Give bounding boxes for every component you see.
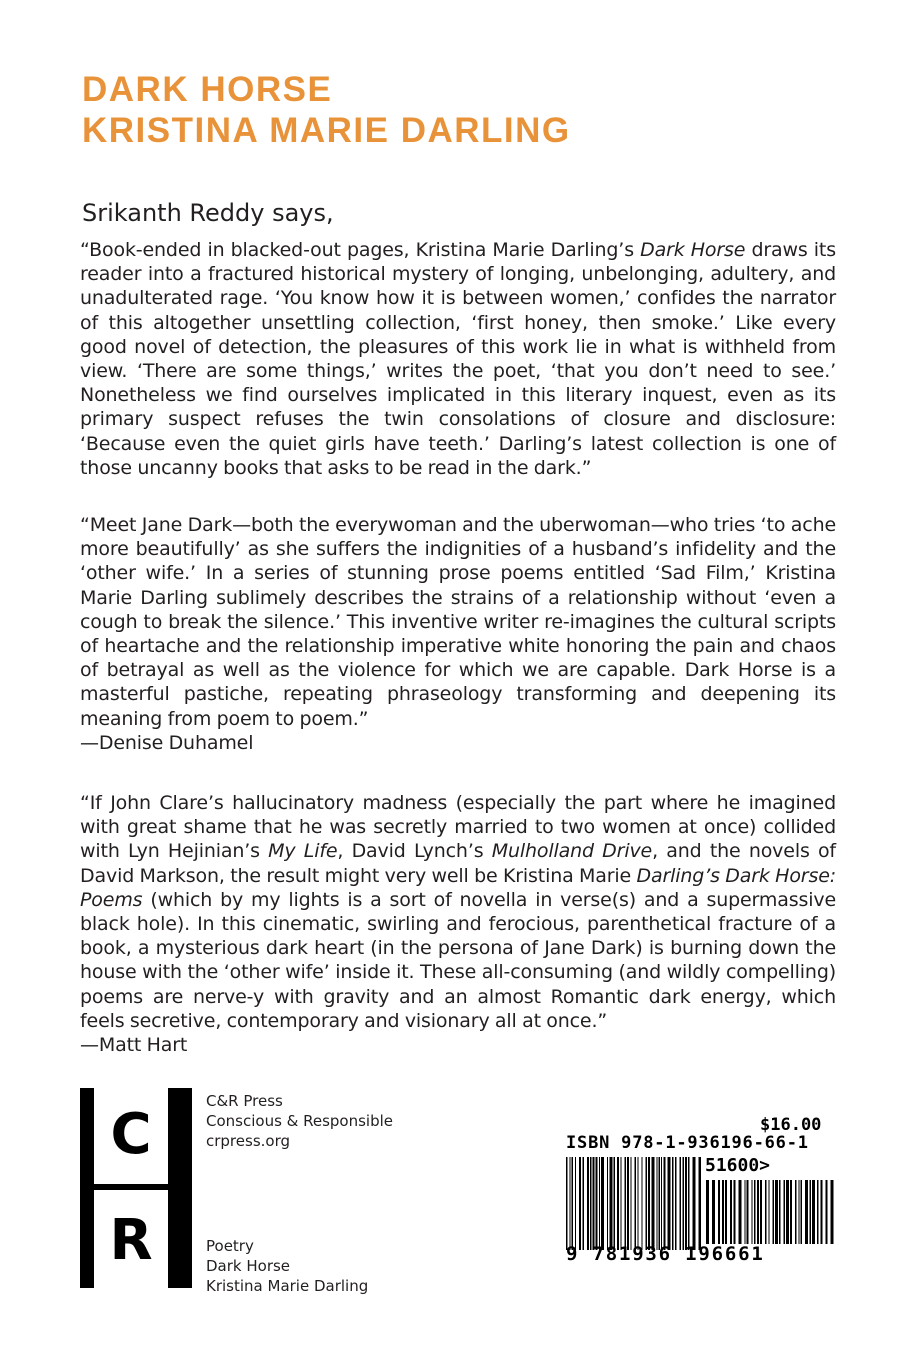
barcode-bar <box>760 1180 762 1244</box>
barcode-bar <box>583 1157 585 1250</box>
barcode-number: 9 781936 196661 <box>566 1243 765 1265</box>
book-genre: Poetry <box>206 1237 254 1255</box>
blurb-text: “Book-ended in blacked-out pages, Kristina Marie Darling’s <box>80 239 641 261</box>
logo-box-bottom <box>94 1190 168 1288</box>
barcode-bar <box>668 1157 671 1250</box>
barcode-bar <box>725 1180 727 1244</box>
barcode-bar <box>575 1157 576 1250</box>
blurb-text: draws its reader into a fractured historical mystery of longing, unbelonging, adultery, and unadulterated rage. ‘You know how it is between women,’ confides the narrator of this altogether unsettling collection, ‘first honey, then smoke.’ Like every good novel of detection, the pleasures of this work lie in what is withheld from view. ‘There are some things,’ writes the poet, ‘that you don’t need to see.’ Nonetheless we find ourselves implicated in this literary inquest, even as its primary suspect refuses the twin consolations of closure and disclosure: ‘Because even the quiet girls have teeth.’ Darling’s latest collection is one of those uncanny books that asks to be read in the dark.” <box>80 239 836 479</box>
publisher-name: C&R Press <box>206 1092 283 1110</box>
barcode-bar <box>779 1180 781 1244</box>
barcode-bar <box>627 1157 629 1250</box>
blurb-text: “If John Clare’s hallucinatory madness (especially the part where he imagined with great shame that he was secretly married to two women at once) collided with Lyn Hejinian’s <box>80 792 836 863</box>
barcode-bar <box>593 1157 595 1250</box>
barcode-bar <box>625 1157 627 1250</box>
barcode-bar <box>672 1157 674 1250</box>
barcode-bar <box>790 1180 792 1244</box>
blurb-text: , and the novels of David Markson, the result might very well be Kristina Marie <box>80 840 836 887</box>
barcode-bar <box>617 1157 619 1250</box>
barcode-bar <box>765 1180 767 1244</box>
isbn-barcode <box>566 1157 701 1250</box>
barcode-bar <box>610 1157 613 1250</box>
barcode-bar <box>664 1157 666 1250</box>
blurb-italic-title: Darling’s Dark Horse: Poems <box>80 864 836 911</box>
barcode-bar <box>754 1180 756 1244</box>
book-info <box>206 1236 368 1296</box>
price-label: $16.00 <box>760 1115 822 1135</box>
barcode-bar <box>646 1157 648 1250</box>
blurb-attribution: —Matt Hart <box>80 1034 188 1057</box>
barcode-bar <box>831 1180 834 1244</box>
barcode-bar <box>635 1157 637 1250</box>
barcode-bar <box>642 1157 643 1250</box>
barcode-bar <box>799 1180 800 1244</box>
blurb-text: “Meet Jane Dark—both the everywoman and the uberwoman—who tries ‘to ache more beautifully’ as she suffers the indignities of a husband’s infidelity and the ‘other wife.’ In a series of stunning prose poems entitled ‘Sad Film,’ Kristina Marie Darling sublimely describes the strains of a relationship without ‘even a cough to break the silence.’ This inventive writer re-imagines the cultural scripts of heartache and the relationship imperative white honoring the pain and chaos of betrayal as well as the violence for which we are capable. Dark Horse is a masterful pastiche, repeating phraseology transforming and deepening its meaning from poem to poem.” <box>80 514 836 730</box>
barcode-bar <box>805 1180 808 1244</box>
barcode-bar <box>821 1180 823 1244</box>
barcode-bar <box>607 1157 608 1250</box>
barcode-bar <box>659 1157 661 1250</box>
price-addon-code: 51600> <box>705 1155 771 1176</box>
blurb-text: (which by my lights is a sort of novella in verse(s) and a supermassive black hole). In this cinematic, swirling and ferocious, parenthetical fracture of a book, a mysterious dark heart (in the persona of Jane Dark) is burning down the house with the ‘other wife’ inside it. These all-consuming (and wildly compelling) poems are nerve-y with gravity and an almost Romantic dark energy, which feels secretive, contemporary and visionary all at once.” <box>80 888 836 1032</box>
book-info-title: Dark Horse <box>206 1257 291 1275</box>
barcode-bar <box>579 1157 581 1250</box>
barcode-bar <box>810 1180 812 1244</box>
barcode-bar <box>601 1157 604 1250</box>
barcode-bar <box>826 1180 828 1244</box>
barcode-bar <box>570 1157 571 1250</box>
barcode-bar <box>590 1157 592 1250</box>
barcode-bar <box>817 1180 819 1244</box>
barcode-bar <box>638 1157 639 1250</box>
barcode-bar <box>661 1157 662 1250</box>
cr-press-logo <box>80 1088 192 1288</box>
barcode-bar <box>784 1180 786 1244</box>
barcode-bar <box>685 1157 687 1250</box>
blurb-reddy <box>80 238 836 480</box>
barcode-bar <box>752 1180 753 1244</box>
barcode-bar <box>757 1180 759 1244</box>
barcode-bar <box>675 1157 677 1250</box>
blurb-italic-title: Dark Horse <box>640 239 746 261</box>
publisher-url: crpress.org <box>206 1132 291 1150</box>
blurb-text: , David Lynch’s <box>337 840 492 863</box>
barcode-bar <box>730 1180 732 1244</box>
barcode-bar <box>688 1157 690 1250</box>
blurb-attribution: —Denise Duhamel <box>80 731 254 754</box>
barcode-bar <box>801 1180 803 1244</box>
barcode-bar <box>739 1180 742 1244</box>
isbn-label: ISBN 978-1-936196-66-1 <box>566 1133 809 1153</box>
barcode-bar <box>596 1157 598 1250</box>
barcode-bar <box>706 1180 709 1244</box>
logo-letter-c: C <box>110 1102 152 1167</box>
logo-letter-r: R <box>109 1208 153 1273</box>
blurb-hart <box>80 791 836 1057</box>
barcode-bar <box>614 1157 616 1250</box>
price-addon-barcode <box>706 1180 836 1244</box>
barcode-bar <box>795 1180 797 1244</box>
barcode-bar <box>621 1157 622 1250</box>
barcode-bar <box>786 1180 789 1244</box>
barcode-bar <box>699 1157 702 1250</box>
blurb-italic-title: My Life <box>268 840 338 863</box>
barcode-bar <box>734 1180 736 1244</box>
barcode-bar <box>572 1157 574 1250</box>
barcode-bar <box>773 1180 775 1244</box>
publisher-tagline: Conscious & Responsible <box>206 1112 394 1130</box>
logo-box-top <box>94 1088 168 1184</box>
barcode-bar <box>648 1157 650 1250</box>
barcode-bar <box>747 1180 749 1244</box>
barcode-bar <box>745 1180 746 1244</box>
blurb-duhamel <box>80 513 836 755</box>
author-name: KRISTINA MARIE DARLING <box>82 111 571 150</box>
barcode-bar <box>693 1157 696 1250</box>
barcode-bar <box>812 1180 815 1244</box>
barcode-bar <box>718 1180 720 1244</box>
publisher-info <box>206 1091 393 1151</box>
barcode-bar <box>680 1157 682 1250</box>
barcode-bar <box>566 1157 568 1250</box>
barcode-bar <box>587 1157 589 1250</box>
book-title: DARK HORSE <box>82 70 333 109</box>
barcode-bar <box>722 1180 724 1244</box>
blurb-intro: Srikanth Reddy says, <box>82 199 334 227</box>
barcode-bar <box>712 1180 715 1244</box>
book-info-author: Kristina Marie Darling <box>206 1277 369 1295</box>
barcode-bar <box>652 1157 655 1250</box>
barcode-bar <box>683 1157 685 1250</box>
blurb-italic-title: Mulholland Drive <box>491 840 653 863</box>
barcode-bar <box>599 1157 600 1250</box>
barcode-bar <box>657 1157 658 1250</box>
barcode-bar <box>769 1180 770 1244</box>
barcode-bar <box>631 1157 632 1250</box>
barcode-bar <box>775 1180 778 1244</box>
